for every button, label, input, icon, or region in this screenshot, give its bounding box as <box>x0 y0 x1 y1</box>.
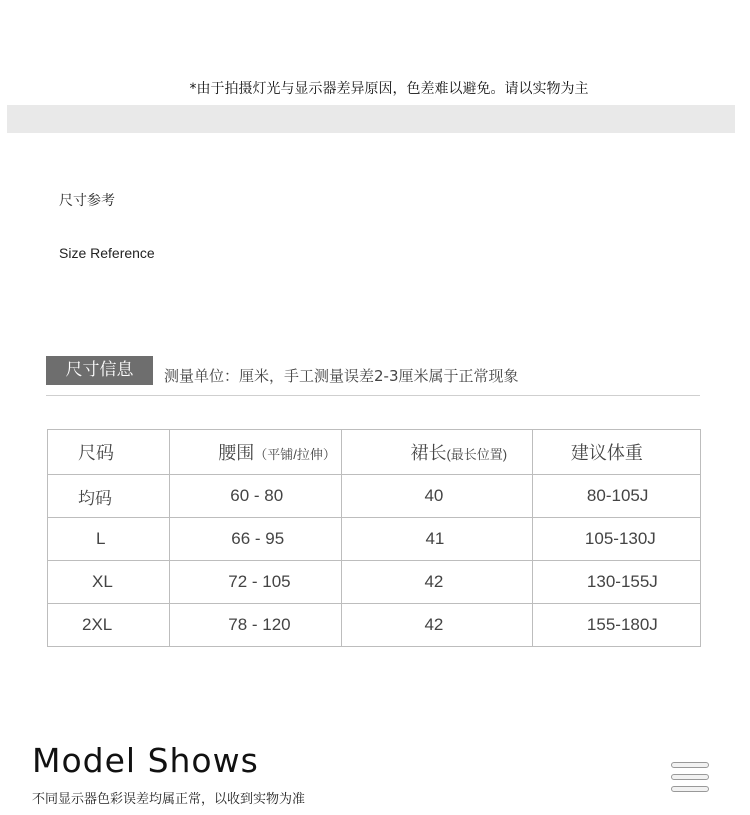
header-waist-note: （平铺/拉伸） <box>254 447 336 462</box>
header-weight: 建议体重 <box>532 430 700 475</box>
table-row <box>48 518 701 561</box>
cell-size: 2XL <box>48 604 170 647</box>
size-info-note: 测量单位：厘米，手工测量误差2-3厘米属于正常现象 <box>164 367 519 385</box>
cell-size: L <box>48 518 170 561</box>
cell-waist: 72 - 105 <box>170 561 342 604</box>
cell-weight: 130-155J <box>532 561 700 604</box>
divider-line <box>46 395 700 396</box>
model-shows-title: Model Shows <box>32 741 259 780</box>
model-shows-subtitle: 不同显示器色彩误差均属正常，以收到实物为准 <box>32 792 306 807</box>
table-row <box>48 561 701 604</box>
cell-length: 41 <box>342 518 532 561</box>
cell-weight: 105-130J <box>532 518 700 561</box>
header-waist <box>170 430 342 475</box>
section-heading-cn: 尺寸参考 <box>59 193 115 209</box>
size-info-tag: 尺寸信息 <box>46 356 153 385</box>
header-length <box>342 430 532 475</box>
cell-weight: 155-180J <box>532 604 700 647</box>
header-length-label: 裙长 <box>410 443 447 463</box>
cell-weight: 80-105J <box>532 475 700 518</box>
section-heading-en: Size Reference <box>59 245 155 261</box>
cell-waist: 78 - 120 <box>170 604 342 647</box>
header-waist-label: 腰围 <box>218 443 255 463</box>
cell-length: 40 <box>342 475 532 518</box>
divider-band <box>7 105 735 133</box>
menu-bar <box>671 774 709 780</box>
cell-length: 42 <box>342 604 532 647</box>
cell-size: 均码 <box>48 475 170 518</box>
header-size: 尺码 <box>48 430 170 475</box>
menu-bar <box>671 762 709 768</box>
cell-length: 42 <box>342 561 532 604</box>
disclaimer-text: *由于拍摄灯光与显示器差异原因，色差难以避免。请以实物为主 <box>189 81 589 97</box>
table-row <box>48 604 701 647</box>
cell-size: XL <box>48 561 170 604</box>
size-table <box>47 429 701 647</box>
table-row <box>48 475 701 518</box>
cell-waist: 66 - 95 <box>170 518 342 561</box>
table-header-row <box>48 430 701 475</box>
menu-bar <box>671 786 709 792</box>
menu-icon[interactable] <box>671 762 709 794</box>
header-length-note: (最长位置) <box>446 447 508 462</box>
cell-waist: 60 - 80 <box>170 475 342 518</box>
